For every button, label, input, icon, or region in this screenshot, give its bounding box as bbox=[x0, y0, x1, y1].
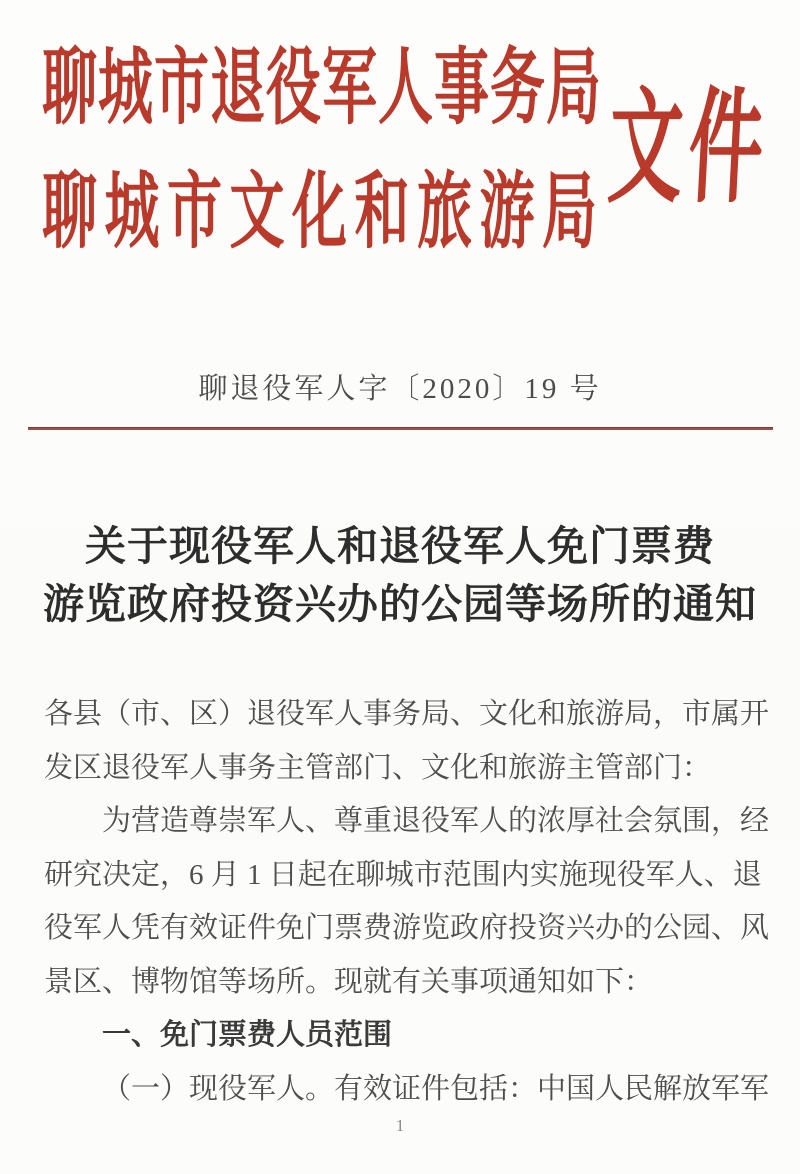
body-line: 研究决定，6 月 1 日起在聊城市范围内实施现役军人、退 bbox=[44, 858, 762, 891]
salutation-line: 各县（市、区）退役军人事务局、文化和旅游局，市属开 bbox=[44, 698, 770, 730]
body-line: 为营造尊崇军人、尊重退役军人的浓厚社会氛围，经 bbox=[102, 805, 770, 837]
red-divider-line bbox=[28, 427, 773, 430]
document-number: 聊退役军人字〔2020〕19 号 bbox=[198, 373, 602, 405]
document-body bbox=[44, 688, 772, 1116]
doc-type-label: 文件 bbox=[605, 81, 773, 220]
section-heading: 一、免门票费人员范围 bbox=[102, 1019, 393, 1051]
body-line: 役军人凭有效证件免门票费游览政府投资兴办的公园、风 bbox=[44, 912, 770, 944]
agency-name-line2: 聊城市文化和旅游局 bbox=[42, 165, 605, 259]
salutation-line: 发区退役军人事务主管部门、文化和旅游主管部门： bbox=[44, 751, 712, 784]
document-title bbox=[0, 517, 800, 633]
page-number: 1 bbox=[395, 1116, 405, 1135]
body-line: 景区、博物馆等场所。现就有关事项通知如下： bbox=[44, 965, 654, 998]
agency-name-line1: 聊城市退役军人事务局 bbox=[42, 41, 603, 135]
document-title-line1: 关于现役军人和退役军人免门票费 bbox=[85, 523, 715, 569]
body-line: （一）现役军人。有效证件包括：中国人民解放军军 bbox=[102, 1072, 770, 1105]
document-title-line2: 游览政府投资兴办的公园等场所的通知 bbox=[43, 581, 757, 627]
